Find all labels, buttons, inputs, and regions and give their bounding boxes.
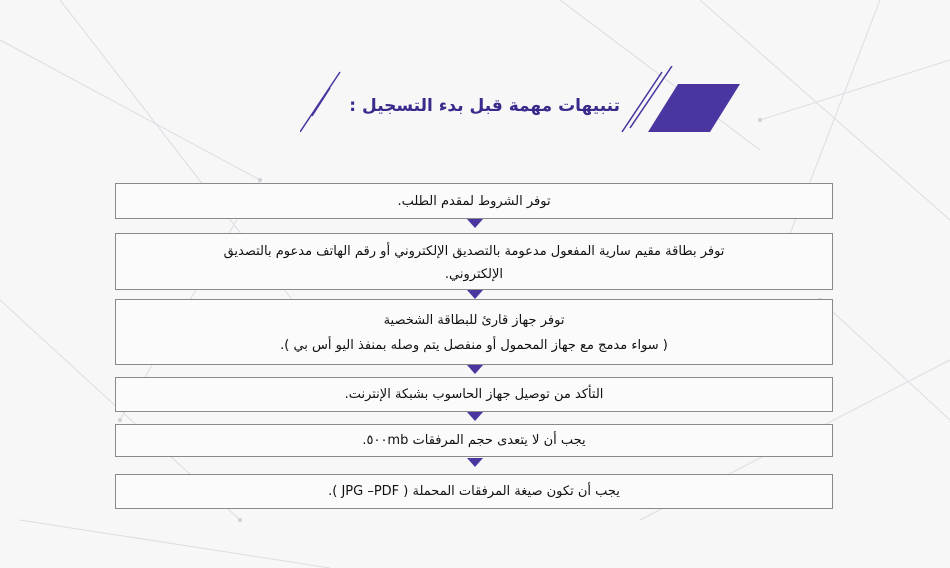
down-arrow-icon [467, 290, 483, 299]
notice-text: التأكد من توصيل جهاز الحاسوب بشبكة الإنترنت. [344, 387, 604, 402]
down-arrow-icon [467, 365, 483, 374]
notice-item-2 [115, 233, 833, 290]
notice-text: يجب أن تكون صيغة المرفقات المحملة ( JPG –PDF ). [328, 484, 620, 499]
notice-item-5 [115, 424, 833, 457]
down-arrow-icon [467, 412, 483, 421]
notice-text: توفر بطاقة مقيم سارية المفعول مدعومة بالتصديق الإلكتروني أو رقم الهاتف مدعوم بالتصديق [223, 244, 725, 259]
page-title: تنبيهات مهمة قبل بدء التسجيل : [349, 96, 620, 116]
notice-text: الإلكتروني. [444, 267, 504, 282]
notice-item-3 [115, 299, 833, 365]
down-arrow-icon [467, 219, 483, 228]
notice-text: توفر الشروط لمقدم الطلب. [397, 194, 551, 209]
notice-item-6 [115, 474, 833, 509]
heading-banner [300, 66, 740, 132]
notice-text: توفر جهاز قارئ للبطاقة الشخصية [383, 313, 565, 328]
notice-item-4 [115, 377, 833, 412]
notice-item-1 [115, 183, 833, 219]
notice-text: ( سواء مدمج مع جهاز المحمول أو منفصل يتم وصله بمنفذ اليو أس بي ). [280, 338, 668, 353]
down-arrow-icon [467, 458, 483, 467]
notice-text: يجب أن لا يتعدى حجم المرفقات ٥٠٠mb. [362, 433, 586, 448]
